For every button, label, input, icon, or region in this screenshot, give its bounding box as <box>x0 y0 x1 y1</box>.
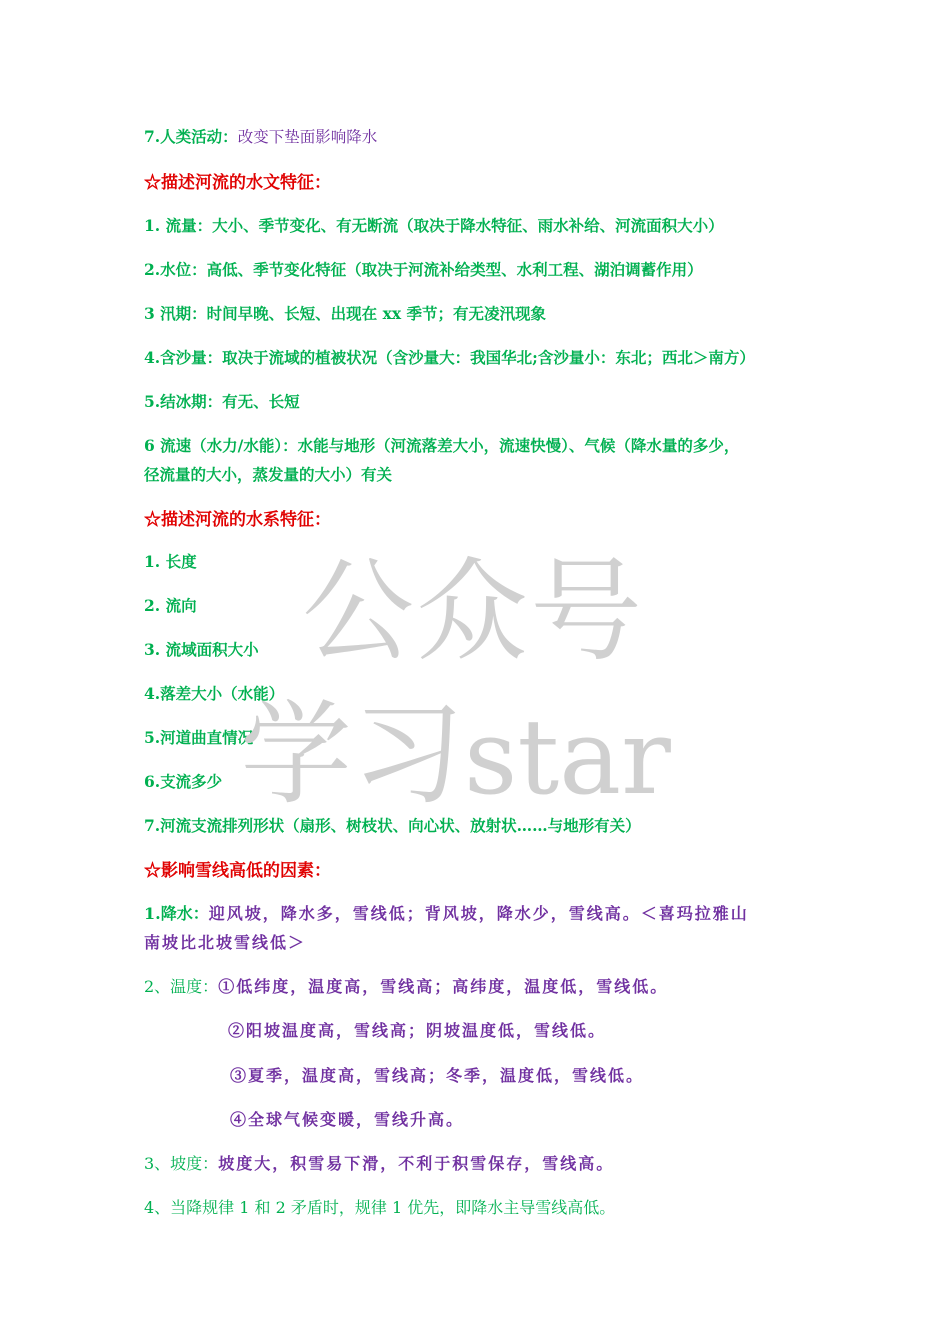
list-item-basin-area: 3. 流域面积大小 <box>144 640 259 659</box>
watermark-cjk: 学习 <box>240 690 464 820</box>
line-slope <box>144 1153 614 1175</box>
line-temperature-4: ④全球气候变暖，雪线升高。 <box>230 1110 465 1129</box>
heading-river-system: ☆描述河流的水系特征： <box>144 510 331 530</box>
heading-snowline: ☆影响雪线高低的因素： <box>144 861 331 881</box>
line-temperature-2: ②阳坡温度高，雪线高；阴坡温度低，雪线低。 <box>228 1021 607 1040</box>
line-precipitation-text: 迎风坡，降水多，雪线低；背风坡，降水少，雪线高。＜喜玛拉雅山 <box>208 904 749 923</box>
line-precipitation-label: 1.降水： <box>144 904 209 923</box>
line-flow: 1. 流量：大小、季节变化、有无断流（取决于降水特征、雨水补给、河流面积大小） <box>144 216 724 235</box>
line-precipitation <box>144 903 749 925</box>
line-slope-text: 坡度大，积雪易下滑，不利于积雪保存，雪线高。 <box>218 1154 615 1173</box>
line-temperature-text: ①低纬度，温度高，雪线高；高纬度，温度低，雪线低。 <box>218 977 669 996</box>
list-item-pattern: 7.河流支流排列形状（扇形、树枝状、向心状、放射状……与地形有关） <box>144 816 641 835</box>
list-item-channel: 5.河道曲直情况 <box>144 728 254 747</box>
heading-hydrologic-features: ☆描述河流的水文特征： <box>144 173 331 193</box>
watermark-latin: star <box>464 696 671 818</box>
line-sediment: 4.含沙量：取决于流域的植被状况（含沙量大：我国华北;含沙量小：东北；西北＞南方） <box>144 348 755 367</box>
line-water-level: 2.水位：高低、季节变化特征（取决于河流补给类型、水利工程、湖泊调蓄作用） <box>144 260 703 279</box>
line-human-activity-label: 7.人类活动： <box>144 127 238 146</box>
list-item-tributaries: 6.支流多少 <box>144 772 223 791</box>
line-temperature-label: 2、温度： <box>144 977 219 996</box>
line-human-activity <box>144 126 377 148</box>
list-item-drop: 4.落差大小（水能） <box>144 684 285 703</box>
line-priority-rule-text: 4、当降规律 1 和 2 矛盾时，规律 1 优先，即降水主导雪线高低。 <box>144 1198 616 1217</box>
line-flood-season: 3 汛期：时间早晚、长短、出现在 xx 季节；有无凌汛现象 <box>144 304 546 323</box>
line-flow-speed: 6 流速（水力/水能）：水能与地形（河流落差大小，流速快慢）、气候（降水量的多少， <box>144 436 740 455</box>
line-priority-rule <box>144 1197 615 1219</box>
line-freezing: 5.结冰期：有无、长短 <box>144 392 300 411</box>
line-flow-speed-cont: 径流量的大小，蒸发量的大小）有关 <box>144 465 393 484</box>
watermark-line1: 公众号 <box>302 547 644 677</box>
line-temperature <box>144 976 668 998</box>
watermark-line2 <box>240 690 671 820</box>
list-item-length: 1. 长度 <box>144 552 197 571</box>
line-precipitation-cont: 南坡比北坡雪线低＞ <box>144 933 307 952</box>
line-human-activity-text: 改变下垫面影响降水 <box>237 128 378 146</box>
list-item-direction: 2. 流向 <box>144 596 197 615</box>
line-slope-label: 3、坡度： <box>144 1154 219 1173</box>
line-temperature-3: ③夏季，温度高，雪线高；冬季，温度低，雪线低。 <box>230 1066 645 1085</box>
